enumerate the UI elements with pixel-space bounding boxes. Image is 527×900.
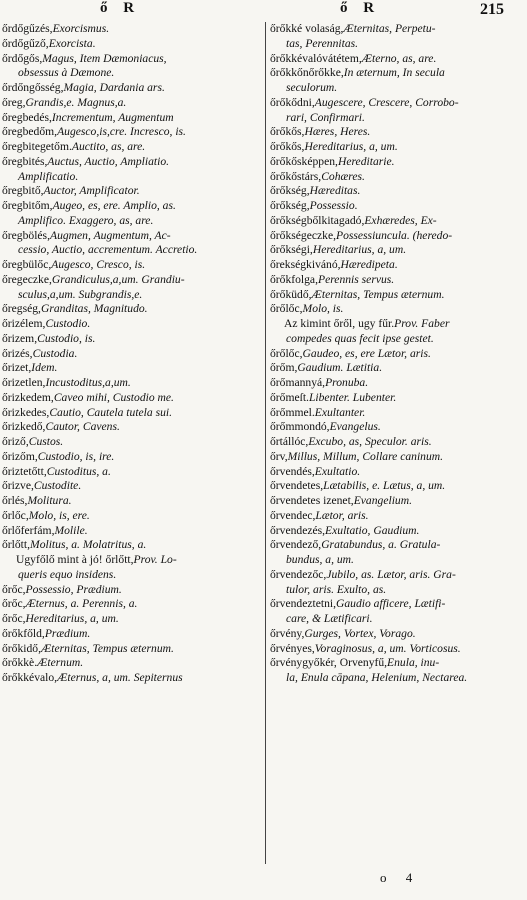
latin-definition: Molo, is, ere.	[28, 508, 90, 522]
dictionary-entry	[2, 332, 262, 347]
hungarian-headword: őrőlőc,	[270, 302, 303, 316]
dictionary-entry	[270, 243, 524, 258]
latin-definition: Molo, is.	[302, 302, 344, 316]
latin-definition: rari, Confirmari.	[286, 110, 365, 124]
dictionary-entry	[2, 479, 262, 494]
dictionary-entry	[2, 435, 262, 450]
latin-definition: Possessiuncula. (heredo-	[336, 228, 453, 242]
latin-definition: Cautio, Cautela tutela sui.	[49, 405, 173, 419]
dictionary-entry	[270, 627, 524, 642]
dictionary-entry	[270, 199, 524, 214]
hungarian-headword: őrekségkivánó,	[270, 258, 341, 271]
latin-definition: Excubo, as, Speculor. aris.	[308, 435, 432, 448]
dictionary-entry	[270, 435, 524, 450]
hungarian-headword: őrőkségeczke,	[270, 228, 336, 242]
dictionary-entry	[2, 214, 262, 229]
hungarian-headword: őrőkidő,	[2, 641, 41, 655]
dictionary-entry	[270, 524, 524, 539]
hungarian-headword: őrizkedem,	[2, 390, 54, 404]
latin-definition: Hereditarius, a, um.	[312, 243, 407, 257]
hungarian-headword: őrőmannyá,	[270, 376, 326, 389]
latin-definition: Magus, Item Dæmoniacus,	[42, 51, 167, 65]
dictionary-entry	[2, 347, 262, 362]
dictionary-entry	[2, 642, 262, 657]
dictionary-entry	[270, 111, 524, 126]
dictionary-entry	[2, 273, 262, 288]
hungarian-headword: őrizet,	[2, 361, 32, 375]
latin-definition: Auctus, Auctio, Ampliatio.	[47, 154, 170, 168]
hungarian-headword: őregbedőm,	[2, 125, 58, 139]
latin-definition: Possessio.	[309, 199, 358, 212]
latin-definition: Auctor, Amplificator.	[43, 184, 140, 198]
hungarian-headword: őrvénygyőkér, Orvenyfű,	[270, 656, 388, 670]
right-column	[270, 22, 524, 872]
dictionary-entry	[270, 538, 524, 553]
latin-definition: Millus, Millum, Collare caninum.	[287, 449, 444, 463]
latin-definition: Molile.	[54, 523, 88, 537]
dictionary-entry	[2, 391, 262, 406]
latin-definition: Gaudeo, es, ere Lætor, aris.	[302, 346, 431, 360]
hungarian-headword: őrvendeztetni,	[270, 597, 336, 611]
dictionary-entry	[270, 612, 524, 627]
latin-definition: Æternum.	[37, 656, 84, 670]
hungarian-headword: őrlőc,	[2, 508, 29, 522]
latin-definition: Amplifico. Exaggero, as, are.	[18, 213, 154, 227]
dictionary-entry	[2, 656, 262, 671]
latin-definition: Gurges, Vortex, Vorago.	[304, 626, 416, 640]
dictionary-entry	[270, 376, 524, 391]
hungarian-headword: őrőkkévalóvátétem,	[270, 51, 362, 65]
hungarian-headword: őrizkedő,	[2, 420, 46, 434]
latin-definition: Granditas, Magnitudo.	[40, 302, 148, 316]
latin-definition: Jubilo, as. Lætor, aris. Gra-	[326, 567, 456, 581]
hungarian-headword: őrőkfőld,	[2, 626, 45, 640]
latin-definition: Æternus, a. Perennis, a.	[25, 597, 138, 611]
dictionary-entry	[270, 52, 524, 67]
latin-definition: Evangelus.	[329, 420, 381, 434]
hungarian-headword: őrőkké volaság,	[270, 22, 344, 35]
latin-definition: Æternitas, Perpetu-	[343, 22, 436, 35]
dictionary-entry	[2, 155, 262, 170]
latin-definition: Idem.	[31, 361, 58, 375]
dictionary-entry	[2, 568, 262, 583]
hungarian-headword: őrizélem,	[2, 317, 46, 330]
latin-definition: seculorum.	[286, 81, 338, 94]
latin-definition: Augesco, Cresco, is.	[51, 258, 146, 271]
dictionary-entry	[270, 214, 524, 229]
hungarian-headword: őrvényes,	[270, 641, 315, 655]
latin-definition: la, Enula cāpana, Helenium, Nectarea.	[286, 671, 468, 684]
latin-definition: Custoditus, a.	[46, 464, 111, 478]
latin-definition: Hæreditas.	[309, 184, 361, 198]
hungarian-headword: őrlőtt,	[2, 538, 31, 552]
dictionary-entry	[270, 553, 524, 568]
dictionary-entry	[270, 155, 524, 170]
dictionary-entry	[270, 332, 524, 347]
hungarian-headword: őrtállóc,	[270, 435, 309, 448]
hungarian-headword: őrőmmondó,	[270, 420, 330, 434]
column-divider	[265, 22, 266, 864]
latin-definition: Exorcista.	[48, 36, 96, 50]
hungarian-headword: őrdőgős,	[2, 51, 43, 65]
latin-definition: Augeo, es, ere. Amplio, as.	[52, 199, 176, 212]
hungarian-headword: őrvendetes,	[270, 479, 324, 493]
hungarian-headword: őregbitő,	[2, 184, 44, 198]
dictionary-entry	[2, 302, 262, 317]
dictionary-entry	[270, 406, 524, 421]
latin-definition: Exultatio, Gaudium.	[325, 523, 420, 537]
latin-definition: Æternitas, Tempus æternum.	[311, 287, 445, 301]
latin-definition: Libenter. Lubenter.	[308, 390, 397, 404]
dictionary-entry	[2, 125, 262, 140]
dictionary-entry	[2, 229, 262, 244]
dictionary-entry	[270, 317, 524, 332]
latin-definition: Custos.	[28, 435, 64, 448]
latin-definition: Æternus, a, um. Sepiternus	[57, 671, 183, 684]
dictionary-entry	[270, 347, 524, 362]
dictionary-entry	[270, 583, 524, 598]
latin-definition: obsessus à Dæmone.	[18, 66, 115, 80]
hungarian-headword: őrvendetes izenet,	[270, 494, 354, 507]
latin-definition: Exultatio.	[314, 464, 361, 478]
latin-definition: Lætabilis, e. Lætus, a, um.	[323, 479, 446, 493]
latin-definition: tas, Perennitas.	[286, 36, 359, 50]
dictionary-entry	[2, 376, 262, 391]
latin-definition: Gaudium. Lætitia.	[297, 361, 383, 375]
dictionary-entry	[2, 597, 262, 612]
dictionary-entry	[2, 420, 262, 435]
latin-definition: Exultanter.	[314, 405, 366, 419]
hungarian-headword: őrvendezés,	[270, 523, 326, 537]
dictionary-entry	[270, 140, 524, 155]
latin-definition: Hæres, Heres.	[304, 125, 371, 139]
dictionary-entry	[270, 288, 524, 303]
latin-definition: Possessio, Prædium.	[25, 582, 122, 596]
hungarian-headword: őrőmmel.	[270, 405, 315, 419]
hungarian-headword: őrizetlen,	[2, 376, 46, 389]
latin-definition: Hereditarie.	[337, 154, 395, 168]
hungarian-headword: őrizés,	[2, 346, 33, 360]
dictionary-entry	[270, 361, 524, 376]
dictionary-entry	[270, 96, 524, 111]
latin-definition: Augmen, Augmentum, Ac-	[49, 228, 171, 242]
latin-definition: Molitus, a. Molatritus, a.	[30, 538, 147, 552]
latin-definition: Custodia.	[32, 346, 78, 360]
latin-definition: Evangelium.	[353, 494, 412, 507]
dictionary-entry	[270, 170, 524, 185]
hungarian-headword: őrőlőc,	[270, 346, 303, 360]
page-header	[0, 0, 527, 22]
hungarian-headword: Ugyfőlő mint à jó! őrlőtt,	[16, 553, 134, 566]
hungarian-headword: őregeczke,	[2, 272, 52, 286]
hungarian-headword: őrizőm,	[2, 449, 38, 463]
latin-definition: Lætor, aris.	[315, 508, 369, 522]
hungarian-headword: őrőküdő,	[270, 287, 312, 301]
hungarian-headword: őregség,	[2, 302, 41, 316]
latin-definition: Incrementum, Augmentum	[51, 110, 174, 124]
latin-definition: Æterno, as, are.	[361, 51, 437, 65]
latin-definition: In æternum, In secula	[343, 66, 445, 80]
hungarian-headword: őrlés,	[2, 494, 28, 507]
dictionary-entry	[270, 391, 524, 406]
hungarian-headword: őrőkős,	[270, 140, 305, 153]
dictionary-entry	[2, 22, 262, 37]
dictionary-entry	[270, 302, 524, 317]
latin-definition: cessio, Auctio, accrementum. Accretio.	[18, 243, 198, 257]
hungarian-headword: őrőkségi,	[270, 243, 313, 257]
dictionary-entry	[270, 465, 524, 480]
hungarian-headword: őregbités,	[2, 154, 48, 168]
latin-definition: Grandis,e. Magnus,a.	[25, 95, 127, 109]
dictionary-entry	[270, 81, 524, 96]
hungarian-headword: őriző,	[2, 435, 29, 448]
hungarian-headword: őrőkkévalo,	[2, 671, 58, 684]
dictionary-entry	[270, 656, 524, 671]
hungarian-headword: Az kimint őről, ugy fűr.	[284, 317, 395, 330]
latin-definition: care, & Lætificari.	[286, 612, 373, 625]
hungarian-headword: őrizve,	[2, 479, 34, 493]
latin-definition: queris equo insidens.	[18, 567, 117, 581]
dictionary-entry	[2, 406, 262, 421]
latin-definition: Gratabundus, a. Gratula-	[321, 538, 441, 552]
dictionary-entry	[2, 170, 262, 185]
dictionary-entry	[2, 627, 262, 642]
dictionary-entry	[270, 66, 524, 81]
page-number: 215	[480, 1, 504, 18]
hungarian-headword: őrvendec,	[270, 508, 316, 522]
hungarian-headword: őregbölés,	[2, 228, 50, 242]
hungarian-headword: őriztetőtt,	[2, 464, 47, 478]
latin-definition: Hereditarius, a, um.	[304, 140, 398, 153]
hungarian-headword: őrőkkè.	[2, 656, 38, 670]
right-running-head: ő R	[340, 0, 381, 16]
dictionary-entry	[270, 229, 524, 244]
dictionary-entry	[270, 22, 524, 37]
hungarian-headword: őrvendés,	[270, 464, 315, 478]
dictionary-entry	[2, 538, 262, 553]
latin-definition: sculus,a,um. Subgrandis,e.	[18, 287, 143, 301]
hungarian-headword: őrőm,	[270, 361, 298, 375]
hungarian-headword: őregbitegetőm.	[2, 140, 72, 153]
left-column	[2, 22, 262, 872]
dictionary-entry	[2, 450, 262, 465]
latin-definition: Custodio.	[45, 317, 91, 330]
hungarian-headword: őrőmeſt.	[270, 390, 309, 404]
dictionary-entry	[2, 361, 262, 376]
dictionary-entry	[2, 583, 262, 598]
dictionary-entry	[2, 96, 262, 111]
dictionary-entry	[270, 125, 524, 140]
hungarian-headword: őrvendezőc,	[270, 567, 327, 581]
dictionary-entry	[270, 420, 524, 435]
dictionary-entry	[2, 52, 262, 67]
dictionary-entry	[2, 509, 262, 524]
dictionary-entry	[2, 37, 262, 52]
left-running-head: ő R	[100, 0, 141, 16]
hungarian-headword: őregbülőc,	[2, 258, 52, 271]
latin-definition: Pronuba.	[325, 376, 369, 389]
latin-definition: Custodio, is, ire.	[37, 449, 115, 463]
signature-mark: o 4	[380, 870, 421, 885]
hungarian-headword: őrvendező,	[270, 538, 322, 552]
latin-definition: Incustoditus,a,um.	[45, 376, 131, 389]
latin-definition: Enula, inu-	[387, 656, 440, 670]
hungarian-headword: őrőc,	[2, 582, 26, 596]
dictionary-entry	[2, 465, 262, 480]
dictionary-entry	[2, 81, 262, 96]
hungarian-headword: őrlőferfám,	[2, 523, 55, 537]
dictionary-entry	[2, 288, 262, 303]
dictionary-entry	[2, 612, 262, 627]
dictionary-entry	[2, 258, 262, 273]
latin-definition: Custodite.	[33, 479, 82, 493]
dictionary-entry	[270, 258, 524, 273]
latin-definition: Caveo mihi, Custodio me.	[53, 390, 174, 404]
dictionary-entry	[270, 509, 524, 524]
dictionary-entry	[2, 524, 262, 539]
latin-definition: Cohæres.	[321, 169, 365, 183]
dictionary-entry	[2, 317, 262, 332]
hungarian-headword: őregbitőm,	[2, 199, 53, 212]
dictionary-entry	[270, 568, 524, 583]
dictionary-entry	[270, 37, 524, 52]
latin-definition: Amplificatio.	[18, 169, 79, 183]
latin-definition: Magia, Dardania ars.	[63, 81, 165, 94]
latin-definition: Molitura.	[27, 494, 72, 507]
dictionary-entry	[2, 553, 262, 568]
hungarian-headword: őreg,	[2, 95, 26, 109]
latin-definition: Prov. Faber	[394, 317, 450, 330]
latin-definition: Prov. Lo-	[133, 553, 177, 566]
dictionary-entry	[2, 111, 262, 126]
hungarian-headword: őrőkség,	[270, 184, 310, 198]
dictionary-entry	[2, 140, 262, 155]
dictionary-entry	[270, 642, 524, 657]
hungarian-headword: őregbedés,	[2, 110, 52, 124]
latin-definition: Cautor, Cavens.	[45, 420, 120, 434]
hungarian-headword: őrőkkőnőrőkke,	[270, 66, 344, 80]
dictionary-entry	[270, 184, 524, 199]
latin-definition: Augescere, Crescere, Corrobo-	[314, 95, 459, 109]
hungarian-headword: őrőkfolga,	[270, 272, 318, 286]
hungarian-headword: őrv,	[270, 449, 288, 463]
dictionary-entry	[270, 479, 524, 494]
latin-definition: Exhæredes, Ex-	[364, 213, 437, 227]
hungarian-headword: őrdőgűző,	[2, 36, 49, 50]
hungarian-headword: őrőc,	[2, 612, 26, 625]
hungarian-headword: őrőc,	[2, 597, 26, 611]
dictionary-entry	[2, 184, 262, 199]
hungarian-headword: őrizkedes,	[2, 405, 50, 419]
latin-definition: Custodio, is.	[37, 331, 96, 345]
dictionary-entry	[2, 671, 262, 686]
hungarian-headword: őrőkségbőlkitagadó,	[270, 213, 365, 227]
hungarian-headword: őrőkség,	[270, 199, 310, 212]
latin-definition: compedes quas fecit ipse gestet.	[286, 331, 434, 345]
latin-definition: Æternitas, Tempus æternum.	[40, 641, 174, 655]
latin-definition: tulor, aris. Exulto, as.	[286, 582, 387, 596]
latin-definition: Grandiculus,a,um. Grandiu-	[51, 272, 185, 286]
latin-definition: Hereditarius, a, um.	[25, 612, 119, 625]
hungarian-headword: őrizem,	[2, 331, 38, 345]
dictionary-entry	[270, 671, 524, 686]
dictionary-entry	[2, 199, 262, 214]
hungarian-headword: őrvény,	[270, 626, 305, 640]
dictionary-entry	[270, 597, 524, 612]
dictionary-entry	[2, 243, 262, 258]
dictionary-entry	[270, 494, 524, 509]
hungarian-headword: őrőkőstárs,	[270, 169, 322, 183]
hungarian-headword: őrőkődni,	[270, 95, 315, 109]
dictionary-entry	[2, 494, 262, 509]
hungarian-headword: őrdőngősség,	[2, 81, 64, 94]
latin-definition: bundus, a, um.	[286, 553, 354, 566]
hungarian-headword: őrdőgűzés,	[2, 22, 53, 35]
dictionary-entry	[270, 450, 524, 465]
latin-definition: Voraginosus, a, um. Vorticosus.	[314, 641, 461, 655]
latin-definition: Hæredipeta.	[340, 258, 398, 271]
dictionary-entry	[270, 273, 524, 288]
latin-definition: Augesco,is,cre. Incresco, is.	[57, 125, 186, 139]
hungarian-headword: őrőkősképpen,	[270, 154, 338, 168]
latin-definition: Gaudio afficere, Lætifi-	[336, 597, 446, 611]
dictionary-entry	[2, 66, 262, 81]
latin-definition: Exorcismus.	[52, 22, 110, 35]
latin-definition: Perennis servus.	[317, 272, 395, 286]
hungarian-headword: őrőkős,	[270, 125, 305, 139]
latin-definition: Auctito, as, are.	[71, 140, 146, 153]
latin-definition: Prædium.	[44, 626, 91, 640]
